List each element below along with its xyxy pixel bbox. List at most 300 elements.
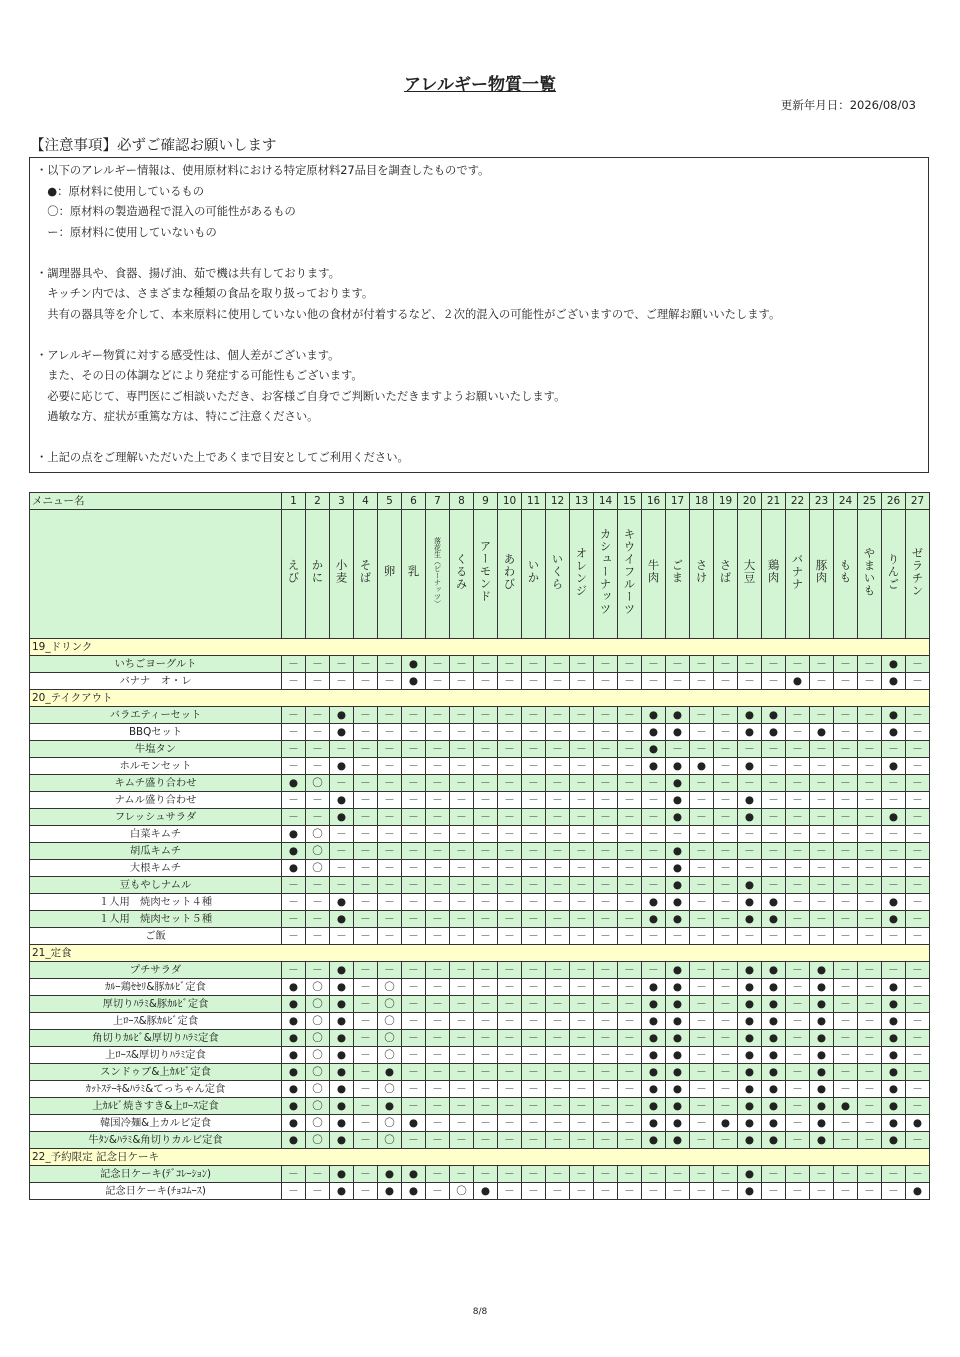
allergen-mark: ● bbox=[738, 707, 762, 724]
menu-name: ご飯 bbox=[30, 928, 282, 945]
allergen-mark: － bbox=[594, 775, 618, 792]
allergen-mark: － bbox=[498, 860, 522, 877]
allergen-mark: － bbox=[834, 741, 858, 758]
page-title: アレルギー物質一覧 bbox=[404, 75, 556, 95]
category-row bbox=[30, 639, 930, 656]
allergen-mark: － bbox=[522, 1132, 546, 1149]
menu-name: 記念日ケーキ(ﾁｮｺﾑｰｽ) bbox=[30, 1183, 282, 1200]
allergen-mark: ● bbox=[330, 1081, 354, 1098]
allergen-mark: 〇 bbox=[378, 1132, 402, 1149]
allergen-mark: － bbox=[426, 1064, 450, 1081]
allergen-name-text: そば bbox=[358, 559, 373, 584]
allergen-mark: － bbox=[714, 860, 738, 877]
allergen-mark: － bbox=[858, 1081, 882, 1098]
allergen-mark: ● bbox=[738, 792, 762, 809]
allergen-mark: － bbox=[834, 928, 858, 945]
menu-name: 上ｶﾙﾋﾞ焼きすき&上ﾛｰｽ定食 bbox=[30, 1098, 282, 1115]
allergen-mark: ● bbox=[666, 996, 690, 1013]
allergen-mark: － bbox=[306, 707, 330, 724]
allergen-mark: － bbox=[882, 792, 906, 809]
allergen-mark: ● bbox=[666, 724, 690, 741]
allergen-mark: － bbox=[570, 1132, 594, 1149]
menu-row bbox=[30, 792, 930, 809]
allergen-mark: － bbox=[450, 928, 474, 945]
allergen-mark: － bbox=[618, 1081, 642, 1098]
page-number: 8/8 bbox=[472, 1307, 488, 1317]
allergen-mark: ● bbox=[810, 1030, 834, 1047]
allergen-mark: － bbox=[426, 673, 450, 690]
allergen-mark: － bbox=[306, 911, 330, 928]
allergen-mark: － bbox=[402, 1098, 426, 1115]
allergen-mark: － bbox=[786, 707, 810, 724]
allergen-mark: － bbox=[498, 1166, 522, 1183]
allergen-number: 9 bbox=[474, 493, 498, 510]
allergen-mark: ● bbox=[666, 809, 690, 826]
allergen-mark: － bbox=[858, 860, 882, 877]
allergen-mark: － bbox=[594, 1183, 618, 1200]
allergen-mark: － bbox=[522, 707, 546, 724]
allergen-mark: － bbox=[594, 1013, 618, 1030]
allergen-mark: － bbox=[522, 1030, 546, 1047]
allergen-mark: － bbox=[354, 741, 378, 758]
allergen-mark: ● bbox=[762, 724, 786, 741]
allergen-mark: － bbox=[666, 1183, 690, 1200]
allergen-mark: － bbox=[882, 741, 906, 758]
allergen-mark: － bbox=[690, 894, 714, 911]
allergen-number: 15 bbox=[618, 493, 642, 510]
allergen-mark: － bbox=[354, 962, 378, 979]
allergen-mark: － bbox=[810, 656, 834, 673]
allergen-mark: － bbox=[498, 1132, 522, 1149]
allergen-mark: － bbox=[786, 1132, 810, 1149]
allergen-mark: － bbox=[354, 843, 378, 860]
allergen-mark: － bbox=[474, 911, 498, 928]
allergen-mark: － bbox=[858, 877, 882, 894]
menu-row bbox=[30, 1166, 930, 1183]
allergen-mark: － bbox=[714, 877, 738, 894]
allergen-mark: － bbox=[786, 758, 810, 775]
allergen-mark: － bbox=[522, 843, 546, 860]
allergen-mark: － bbox=[450, 775, 474, 792]
allergen-mark: － bbox=[402, 911, 426, 928]
allergen-number: 24 bbox=[834, 493, 858, 510]
allergen-mark: － bbox=[906, 911, 930, 928]
allergen-mark: － bbox=[690, 741, 714, 758]
allergen-mark: － bbox=[402, 979, 426, 996]
notice-box bbox=[29, 157, 929, 473]
menu-row bbox=[30, 911, 930, 928]
allergen-mark: － bbox=[354, 928, 378, 945]
allergen-name bbox=[474, 510, 498, 639]
allergen-mark: ● bbox=[762, 1115, 786, 1132]
allergen-mark: － bbox=[522, 1183, 546, 1200]
notice-line bbox=[36, 428, 922, 449]
allergen-mark: － bbox=[570, 979, 594, 996]
allergen-mark: － bbox=[762, 1166, 786, 1183]
allergen-mark: － bbox=[834, 775, 858, 792]
allergen-mark: － bbox=[834, 962, 858, 979]
allergen-mark: ● bbox=[882, 1115, 906, 1132]
allergen-mark: ● bbox=[738, 1047, 762, 1064]
allergen-mark: － bbox=[570, 928, 594, 945]
allergen-mark: － bbox=[426, 1115, 450, 1132]
allergen-mark: ● bbox=[282, 826, 306, 843]
allergen-mark: － bbox=[906, 775, 930, 792]
allergen-mark: － bbox=[378, 673, 402, 690]
allergen-mark: － bbox=[354, 1013, 378, 1030]
allergen-mark: － bbox=[354, 1047, 378, 1064]
allergen-name-text: バナナ bbox=[790, 552, 805, 591]
allergen-mark: － bbox=[474, 775, 498, 792]
allergen-mark: － bbox=[570, 911, 594, 928]
allergen-mark: － bbox=[810, 843, 834, 860]
allergen-mark: － bbox=[786, 1115, 810, 1132]
allergen-mark: ● bbox=[666, 1115, 690, 1132]
allergen-mark: － bbox=[474, 1030, 498, 1047]
allergen-mark: － bbox=[858, 1166, 882, 1183]
allergen-mark: － bbox=[402, 962, 426, 979]
allergen-mark: － bbox=[450, 792, 474, 809]
allergen-mark: － bbox=[714, 775, 738, 792]
allergen-mark: － bbox=[834, 1064, 858, 1081]
allergen-mark: － bbox=[834, 843, 858, 860]
allergen-mark: － bbox=[594, 843, 618, 860]
allergen-mark: － bbox=[786, 894, 810, 911]
allergen-mark: － bbox=[858, 809, 882, 826]
allergen-mark: － bbox=[594, 962, 618, 979]
allergen-name bbox=[378, 510, 402, 639]
allergen-name bbox=[354, 510, 378, 639]
allergen-mark: － bbox=[570, 1098, 594, 1115]
allergen-mark: 〇 bbox=[306, 1132, 330, 1149]
allergen-mark: － bbox=[738, 673, 762, 690]
allergen-mark: － bbox=[426, 809, 450, 826]
allergen-mark: － bbox=[546, 1047, 570, 1064]
allergen-mark: － bbox=[858, 724, 882, 741]
allergen-mark: － bbox=[306, 656, 330, 673]
allergen-mark: － bbox=[306, 741, 330, 758]
notice-line: 過敏な方、症状が重篤な方は、特にご注意ください。 bbox=[36, 410, 319, 423]
allergen-mark: － bbox=[306, 792, 330, 809]
allergen-mark: － bbox=[570, 1047, 594, 1064]
allergen-mark: ● bbox=[882, 1098, 906, 1115]
allergen-mark: － bbox=[282, 1166, 306, 1183]
allergen-mark: － bbox=[330, 860, 354, 877]
allergen-mark: 〇 bbox=[306, 1047, 330, 1064]
allergen-mark: － bbox=[618, 826, 642, 843]
allergen-mark: － bbox=[906, 707, 930, 724]
allergen-mark: ● bbox=[642, 1030, 666, 1047]
allergen-mark: ● bbox=[882, 707, 906, 724]
allergen-mark: － bbox=[906, 1047, 930, 1064]
allergen-mark: ● bbox=[378, 1166, 402, 1183]
notice-line: ・調理器具や、食器、揚げ油、茹で機は共有しております。 bbox=[36, 266, 340, 280]
allergen-mark: － bbox=[570, 1115, 594, 1132]
allergen-mark: － bbox=[570, 724, 594, 741]
allergen-mark: － bbox=[762, 673, 786, 690]
allergen-mark: － bbox=[402, 1013, 426, 1030]
allergen-mark: － bbox=[282, 724, 306, 741]
allergen-mark: － bbox=[402, 809, 426, 826]
allergen-mark: － bbox=[594, 826, 618, 843]
allergen-mark: － bbox=[834, 1047, 858, 1064]
allergen-mark: － bbox=[378, 877, 402, 894]
allergen-mark: － bbox=[354, 775, 378, 792]
allergen-mark: ● bbox=[666, 877, 690, 894]
allergen-mark: － bbox=[690, 1064, 714, 1081]
allergen-mark: － bbox=[906, 792, 930, 809]
allergen-number: 17 bbox=[666, 493, 690, 510]
allergen-mark: － bbox=[690, 1098, 714, 1115]
allergen-mark: － bbox=[570, 826, 594, 843]
allergen-mark: － bbox=[330, 673, 354, 690]
allergen-mark: － bbox=[858, 894, 882, 911]
allergen-mark: － bbox=[714, 809, 738, 826]
menu-name: 豆もやしナムル bbox=[30, 877, 282, 894]
allergen-mark: － bbox=[786, 911, 810, 928]
allergen-mark: ● bbox=[282, 1098, 306, 1115]
allergen-mark: ● bbox=[882, 1013, 906, 1030]
allergen-mark: － bbox=[546, 792, 570, 809]
allergen-mark: － bbox=[426, 928, 450, 945]
allergen-mark: － bbox=[834, 724, 858, 741]
allergen-mark: － bbox=[882, 877, 906, 894]
allergen-mark: － bbox=[378, 792, 402, 809]
allergen-mark: － bbox=[378, 656, 402, 673]
allergen-mark: － bbox=[450, 707, 474, 724]
menu-row bbox=[30, 1030, 930, 1047]
allergen-number: 4 bbox=[354, 493, 378, 510]
allergen-name bbox=[642, 510, 666, 639]
allergen-mark: ● bbox=[882, 894, 906, 911]
allergen-mark: － bbox=[426, 707, 450, 724]
allergen-mark: － bbox=[618, 894, 642, 911]
allergen-mark: ● bbox=[810, 979, 834, 996]
allergen-mark: ● bbox=[762, 979, 786, 996]
allergen-mark: － bbox=[498, 673, 522, 690]
allergen-mark: ● bbox=[282, 1081, 306, 1098]
allergen-mark: － bbox=[714, 1183, 738, 1200]
menu-row bbox=[30, 809, 930, 826]
allergen-mark: － bbox=[810, 826, 834, 843]
allergen-mark: － bbox=[570, 1081, 594, 1098]
allergen-mark: － bbox=[858, 707, 882, 724]
allergen-mark: － bbox=[282, 928, 306, 945]
allergen-mark: － bbox=[426, 724, 450, 741]
allergen-mark: － bbox=[354, 724, 378, 741]
allergen-mark: － bbox=[690, 843, 714, 860]
menu-name: ｶﾙｰ鶏ｾｾﾘ&豚ｶﾙﾋﾞ定食 bbox=[30, 979, 282, 996]
menu-name: フレッシュサラダ bbox=[30, 809, 282, 826]
allergen-mark: － bbox=[474, 1115, 498, 1132]
menu-row bbox=[30, 877, 930, 894]
allergen-mark: ● bbox=[282, 996, 306, 1013]
allergen-mark: － bbox=[426, 775, 450, 792]
allergen-mark: － bbox=[594, 758, 618, 775]
allergen-mark: － bbox=[618, 1098, 642, 1115]
allergen-mark: － bbox=[402, 775, 426, 792]
allergen-mark: － bbox=[714, 1081, 738, 1098]
allergen-mark: － bbox=[858, 1064, 882, 1081]
allergen-mark: － bbox=[426, 1047, 450, 1064]
allergen-mark: － bbox=[498, 741, 522, 758]
allergen-mark: ● bbox=[330, 707, 354, 724]
allergen-mark: － bbox=[690, 673, 714, 690]
allergen-mark: ● bbox=[642, 1047, 666, 1064]
allergen-mark: － bbox=[522, 724, 546, 741]
allergen-mark: ● bbox=[282, 843, 306, 860]
allergen-mark: ● bbox=[810, 1047, 834, 1064]
allergen-mark: － bbox=[522, 1115, 546, 1132]
allergen-mark: － bbox=[810, 741, 834, 758]
menu-name-header-blank bbox=[30, 510, 282, 639]
allergen-mark: － bbox=[714, 1132, 738, 1149]
allergen-mark: － bbox=[522, 894, 546, 911]
allergen-mark: － bbox=[426, 877, 450, 894]
allergen-mark: － bbox=[738, 741, 762, 758]
allergen-number: 22 bbox=[786, 493, 810, 510]
allergen-mark: － bbox=[498, 843, 522, 860]
allergen-mark: － bbox=[378, 724, 402, 741]
allergen-number: 25 bbox=[858, 493, 882, 510]
allergen-mark: － bbox=[618, 928, 642, 945]
allergen-mark: － bbox=[882, 826, 906, 843]
allergen-mark: ● bbox=[330, 1166, 354, 1183]
allergen-mark: － bbox=[426, 1132, 450, 1149]
allergen-mark: － bbox=[474, 758, 498, 775]
allergen-mark: － bbox=[786, 843, 810, 860]
allergen-mark: － bbox=[402, 707, 426, 724]
allergen-mark: － bbox=[618, 707, 642, 724]
allergen-number: 16 bbox=[642, 493, 666, 510]
allergen-name-text: いか bbox=[526, 559, 541, 584]
allergen-mark: － bbox=[786, 1064, 810, 1081]
allergen-mark: 〇 bbox=[306, 1115, 330, 1132]
allergen-mark: － bbox=[546, 1064, 570, 1081]
allergen-mark: － bbox=[522, 1013, 546, 1030]
allergen-number: 18 bbox=[690, 493, 714, 510]
allergen-mark: － bbox=[618, 673, 642, 690]
allergen-mark: － bbox=[546, 911, 570, 928]
menu-row bbox=[30, 1115, 930, 1132]
allergen-mark: － bbox=[618, 979, 642, 996]
allergen-mark: － bbox=[354, 1115, 378, 1132]
allergen-name bbox=[762, 510, 786, 639]
allergen-mark: ● bbox=[882, 656, 906, 673]
menu-name: スンドゥブ&上ｶﾙﾋﾞ定食 bbox=[30, 1064, 282, 1081]
allergen-mark: ● bbox=[738, 1013, 762, 1030]
allergen-name-text: 鶏肉 bbox=[766, 559, 781, 584]
menu-name: ホルモンセット bbox=[30, 758, 282, 775]
menu-row bbox=[30, 996, 930, 1013]
allergen-mark: － bbox=[498, 894, 522, 911]
allergen-mark: － bbox=[402, 826, 426, 843]
allergen-mark: － bbox=[690, 979, 714, 996]
allergen-mark: ● bbox=[666, 979, 690, 996]
allergen-name-text: さけ bbox=[694, 559, 709, 584]
allergen-mark: － bbox=[354, 1030, 378, 1047]
allergen-mark: － bbox=[570, 877, 594, 894]
allergen-mark: － bbox=[498, 1030, 522, 1047]
notice-line: キッチン内では、さまざまな種類の食品を取り扱っております。 bbox=[36, 287, 374, 300]
allergen-name bbox=[450, 510, 474, 639]
allergen-number: 5 bbox=[378, 493, 402, 510]
allergen-mark: － bbox=[546, 1166, 570, 1183]
allergen-mark: － bbox=[618, 962, 642, 979]
allergen-name-text: いくら bbox=[550, 552, 565, 591]
allergen-mark: － bbox=[594, 979, 618, 996]
allergen-mark: － bbox=[618, 1064, 642, 1081]
category-row bbox=[30, 945, 930, 962]
allergen-mark: － bbox=[642, 843, 666, 860]
menu-row bbox=[30, 1098, 930, 1115]
allergen-mark: － bbox=[426, 1166, 450, 1183]
allergen-mark: － bbox=[834, 979, 858, 996]
allergen-mark: ● bbox=[834, 1098, 858, 1115]
menu-row bbox=[30, 826, 930, 843]
allergen-mark: 〇 bbox=[378, 1081, 402, 1098]
allergen-mark: － bbox=[402, 860, 426, 877]
allergen-mark: － bbox=[690, 1132, 714, 1149]
allergen-number: 13 bbox=[570, 493, 594, 510]
allergen-mark: － bbox=[546, 1132, 570, 1149]
menu-name: 牛塩タン bbox=[30, 741, 282, 758]
allergen-mark: ● bbox=[330, 1030, 354, 1047]
allergen-mark: ● bbox=[666, 1030, 690, 1047]
allergen-mark: － bbox=[450, 1132, 474, 1149]
allergen-name bbox=[426, 510, 450, 639]
allergen-mark: － bbox=[570, 1166, 594, 1183]
allergen-mark: － bbox=[474, 1081, 498, 1098]
notice-line: ・アレルギー物質に対する感受性は、個人差がございます。 bbox=[36, 348, 340, 362]
allergen-mark: － bbox=[450, 860, 474, 877]
allergen-mark: － bbox=[498, 775, 522, 792]
allergen-mark: － bbox=[594, 877, 618, 894]
allergen-mark: － bbox=[426, 911, 450, 928]
notice-line: ●：原材料に使用しているもの bbox=[36, 184, 205, 198]
allergen-mark: － bbox=[426, 656, 450, 673]
allergen-mark: ● bbox=[666, 792, 690, 809]
menu-name: 韓国冷麺&上カルビ定食 bbox=[30, 1115, 282, 1132]
allergen-mark: － bbox=[570, 707, 594, 724]
allergen-mark: － bbox=[810, 928, 834, 945]
allergen-number: 3 bbox=[330, 493, 354, 510]
allergen-number: 8 bbox=[450, 493, 474, 510]
allergen-mark: ● bbox=[762, 962, 786, 979]
allergen-mark: － bbox=[546, 656, 570, 673]
allergen-mark: ● bbox=[666, 1013, 690, 1030]
menu-name-header: メニュー名 bbox=[30, 493, 282, 510]
allergen-mark: － bbox=[690, 809, 714, 826]
allergen-mark: － bbox=[714, 1030, 738, 1047]
menu-name: 牛ﾀﾝ&ﾊﾗﾐ&角切りカルビ定食 bbox=[30, 1132, 282, 1149]
allergen-mark: － bbox=[474, 996, 498, 1013]
allergen-mark: － bbox=[378, 860, 402, 877]
allergen-name-text: 小麦 bbox=[334, 559, 349, 584]
allergen-mark: － bbox=[498, 1183, 522, 1200]
allergen-mark: － bbox=[498, 1098, 522, 1115]
allergen-mark: － bbox=[858, 911, 882, 928]
allergen-mark: － bbox=[906, 724, 930, 741]
allergen-number: 19 bbox=[714, 493, 738, 510]
allergen-mark: － bbox=[546, 962, 570, 979]
allergen-name bbox=[594, 510, 618, 639]
allergen-name bbox=[906, 510, 930, 639]
allergen-mark: － bbox=[858, 1183, 882, 1200]
allergen-mark: － bbox=[426, 1183, 450, 1200]
allergen-mark: 〇 bbox=[306, 1013, 330, 1030]
allergen-mark: ● bbox=[762, 1030, 786, 1047]
